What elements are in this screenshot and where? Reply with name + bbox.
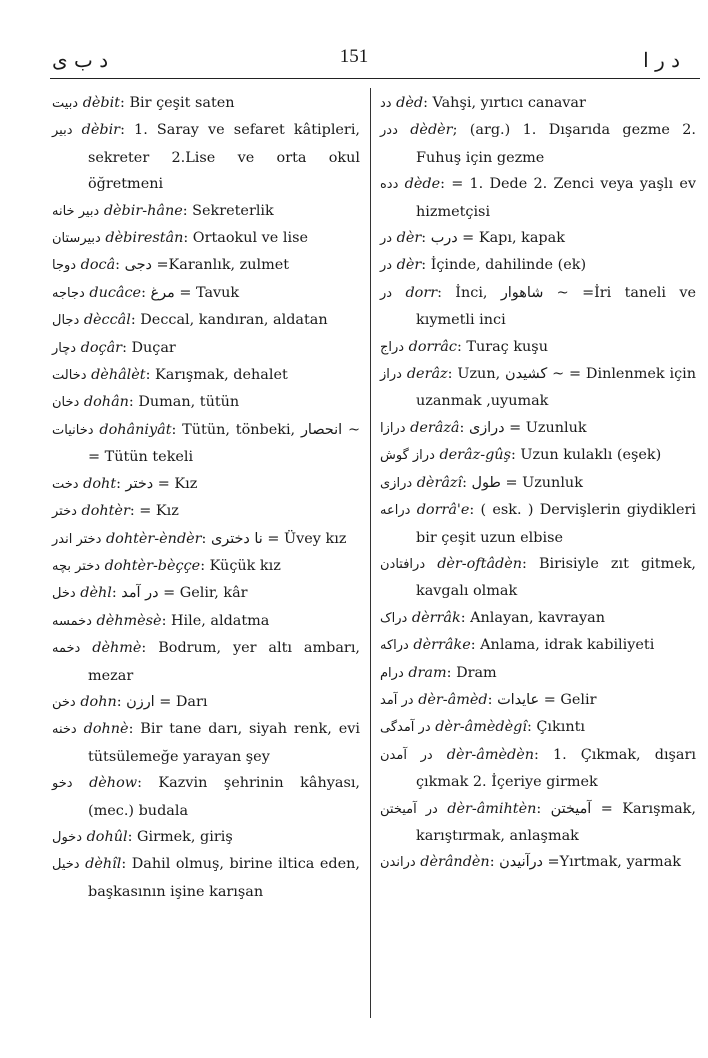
dictionary-entry [52, 526, 360, 553]
entry-headword: dorrâc [408, 338, 457, 355]
header-right-letters: د ر ا [643, 48, 680, 72]
dictionary-entry [52, 225, 360, 252]
entry-headword: doçâr [80, 339, 123, 356]
entry-arabic: دختر [52, 504, 77, 520]
entry-definition: : İçinde, dahilinde (ek) [421, 257, 587, 274]
dictionary-entry [52, 280, 360, 307]
entry-arabic: در [380, 231, 393, 247]
dictionary-entry [52, 608, 360, 635]
entry-arabic: دراک [380, 610, 408, 626]
dictionary-entry [380, 497, 696, 551]
header-rule [50, 78, 700, 79]
dictionary-entry [380, 551, 696, 605]
dictionary-entry [380, 660, 696, 687]
entry-headword: dèhmèsè [96, 612, 162, 629]
entry-headword: ducâce [89, 284, 142, 301]
entry-headword: dèr-âmihtèn [447, 800, 537, 817]
entry-arabic: دراعه [380, 503, 411, 519]
entry-arabic: دخالت [52, 368, 87, 384]
entry-definition: : ( esk. ) Dervişlerin giydikleri bir çeşit uzun elbise [416, 502, 696, 546]
entry-definition: : Dram [446, 664, 497, 681]
dictionary-entry [52, 498, 360, 525]
entry-arabic: دراندن [380, 855, 416, 871]
entry-arabic: دخول [52, 829, 82, 845]
entry-definition: : 1. Saray ve sefaret kâtipleri, sekreter 2.Lise ve orta okul öğretmeni [88, 122, 360, 193]
entry-headword: dèrândèn [420, 854, 490, 871]
entry-headword: dèr-âmèdèn [446, 746, 534, 763]
dictionary-entry [380, 849, 696, 876]
column-divider [370, 88, 371, 1018]
entry-headword: dèbirestân [105, 230, 184, 247]
dictionary-entry [52, 417, 360, 471]
entry-headword: dohâniyât [99, 421, 172, 438]
entry-arabic: دد [380, 96, 392, 111]
entry-definition: : Vahşi, yırtıcı canavar [423, 95, 586, 111]
entry-definition: : Anlayan, kavrayan [460, 609, 605, 626]
entry-headword: dèhâlèt [91, 367, 146, 384]
entry-arabic: دخن [52, 694, 76, 710]
entry-arabic: در [380, 258, 393, 274]
dictionary-entry [52, 307, 360, 334]
dictionary-entry [52, 770, 360, 824]
dictionary-entry [52, 824, 360, 851]
dictionary-entry [380, 90, 696, 117]
dictionary-entry [380, 796, 696, 850]
entry-arabic: دبیت [52, 96, 79, 111]
entry-definition: : آمیختن = Karışmak, karıştırmak, anlaşmak [416, 800, 696, 844]
entry-arabic: دچار [52, 340, 77, 356]
dictionary-entry [52, 117, 360, 197]
page-number: 151 [339, 46, 369, 67]
entry-headword: dèbit [82, 95, 121, 111]
entry-headword: dèhl [80, 585, 112, 602]
entry-definition: : Duman, tütün [128, 394, 240, 411]
entry-arabic: دخل [52, 586, 76, 602]
entry-headword: dohtèr-èndèr [105, 530, 202, 547]
entry-headword: dèhîl [85, 856, 122, 873]
entry-arabic: دختر اندر [52, 531, 102, 547]
entry-definition: : Dahil olmuş, birine iltica eden, başkasının işine karışan [88, 856, 360, 900]
dictionary-entry [380, 225, 696, 252]
entry-headword: dohûl [86, 828, 128, 845]
entry-headword: dèdèr [410, 122, 453, 139]
entry-definition: : Sekreterlik [182, 202, 274, 219]
entry-arabic: دجاجه [52, 285, 85, 301]
entry-arabic: دراز [380, 367, 402, 383]
entry-definition: : Bodrum, yer altı ambarı, mezar [88, 640, 360, 684]
entry-headword: derâz-gûş [439, 447, 511, 464]
entry-definition: : Turaç kuşu [456, 338, 548, 355]
entry-definition: : Kazvin şehrinin kâhyası, (mec.) budala [88, 775, 361, 819]
dictionary-entry [380, 470, 696, 497]
entry-headword: docâ [80, 257, 116, 274]
entry-headword: dèrrâke [413, 637, 471, 654]
entry-definition: : 1. Çıkmak, dışarı çıkmak 2. İçeriye girmek [416, 746, 696, 791]
dictionary-entry [52, 471, 360, 498]
dictionary-entry [52, 689, 360, 716]
entry-arabic: دخمسه [52, 613, 92, 629]
entry-definition: : = Kız [129, 503, 179, 520]
dictionary-entry [380, 442, 696, 469]
entry-arabic: دخو [52, 776, 73, 792]
entry-headword: dède [404, 176, 441, 193]
entry-definition: : درب = Kapı, kapak [421, 230, 565, 247]
entry-arabic: دخنه [52, 722, 77, 738]
dictionary-entry [52, 580, 360, 607]
entry-headword: dèr-oftâdèn [437, 555, 523, 572]
entry-definition: : عایدات = Gelir [487, 691, 597, 708]
entry-arabic: دبیر [52, 123, 73, 139]
entry-definition: : Tütün, tönbeki, انحصار ~ = Tütün tekeli [88, 421, 360, 466]
entry-headword: dèd [396, 95, 424, 111]
entry-arabic: دخانیات [52, 422, 94, 438]
left-column [52, 90, 360, 905]
entry-arabic: درازی [380, 475, 413, 491]
entry-definition: : Bir tane darı, siyah renk, evi tütsülemeğe yarayan şey [88, 721, 360, 765]
entry-definition: : Deccal, kandıran, aldatan [130, 312, 328, 329]
entry-definition: : Duçar [122, 339, 176, 356]
entry-arabic: در آمدن [380, 747, 433, 763]
entry-arabic: دخان [52, 395, 80, 411]
dictionary-entry [52, 716, 360, 770]
entry-headword: dohnè [83, 721, 129, 738]
entry-arabic: دخت [52, 476, 79, 492]
entry-headword: dèr-âmèd [418, 691, 488, 708]
entry-headword: dèr [396, 230, 422, 247]
dictionary-entry [52, 252, 360, 279]
entry-definition: : دجی =Karanlık, zulmet [115, 257, 290, 274]
entry-definition: : Çıkıntı [526, 719, 585, 736]
entry-arabic: دراج [380, 339, 405, 355]
dictionary-entry [380, 714, 696, 741]
entry-definition: : Karışmak, dehalet [145, 367, 288, 384]
entry-definition: ; (arg.) 1. Dışarıda gezme 2. Fuhuş için gezme [416, 122, 696, 166]
dictionary-entry [380, 415, 696, 442]
dictionary-entry [52, 198, 360, 225]
entry-arabic: دراز گوش [380, 448, 435, 464]
entry-arabic: دجال [52, 313, 80, 329]
dictionary-entry [380, 742, 696, 796]
dictionary-entry [52, 362, 360, 389]
entry-arabic: دخیل [52, 857, 80, 873]
header-left-letters: د ب ی [52, 48, 109, 72]
entry-headword: dèrrâk [411, 609, 461, 626]
entry-headword: dèr [396, 257, 422, 274]
entry-definition: : در آمد = Gelir, kâr [111, 585, 248, 602]
dictionary-entry [380, 117, 696, 171]
entry-definition: : ارزن = Darı [116, 693, 208, 710]
entry-definition: : Uzun, کشیدن ~ = Dinlenmek için uzanmak ,uyumak [416, 366, 697, 410]
dictionary-entry [380, 687, 696, 714]
entry-headword: dèbir-hâne [103, 202, 183, 219]
dictionary-entry [380, 605, 696, 632]
entry-headword: dèccâl [83, 312, 131, 329]
entry-arabic: دختر بچه [52, 558, 101, 574]
entry-arabic: دده [380, 177, 399, 193]
entry-arabic: در آمیختن [380, 801, 438, 817]
dictionary-entry [52, 851, 360, 905]
dictionary-entry [52, 90, 360, 117]
dictionary-entry [52, 335, 360, 362]
dictionary-entry [380, 334, 696, 361]
entry-definition: : Ortaokul ve lise [183, 230, 308, 247]
entry-definition: : مرغ = Tavuk [141, 284, 240, 301]
entry-definition: : طول = Uzunluk [462, 474, 583, 491]
entry-headword: dohn [80, 693, 117, 710]
entry-definition: : Hile, aldatma [161, 612, 270, 629]
entry-arabic: درام [380, 665, 404, 681]
dictionary-entry [380, 361, 696, 415]
entry-arabic: دبیرستان [52, 231, 101, 247]
entry-arabic: درازا [380, 420, 406, 436]
entry-headword: dèr-âmèdègî [435, 719, 527, 736]
dictionary-entry [380, 280, 696, 334]
dictionary-entry [52, 635, 360, 689]
entry-definition: : Küçük kız [200, 557, 281, 574]
page-header [0, 44, 708, 74]
entry-definition: : Bir çeşit saten [120, 95, 235, 111]
entry-arabic: در آمد [380, 692, 414, 708]
entry-arabic: ددر [380, 123, 398, 139]
entry-definition: : Anlama, idrak kabiliyeti [470, 637, 655, 654]
dictionary-entry [380, 632, 696, 659]
entry-arabic: در آمدگی [380, 720, 431, 736]
entry-arabic: دخمه [52, 641, 81, 657]
entry-definition: : دختر = Kız [116, 475, 198, 492]
entry-headword: dohtèr [81, 503, 130, 520]
entry-headword: dèrâzî [416, 474, 463, 491]
dictionary-entry [380, 252, 696, 279]
right-column [380, 90, 696, 877]
entry-headword: dèbir [81, 122, 121, 139]
entry-definition: : نا دختری = Üvey kız [201, 530, 347, 547]
entry-arabic: دراکه [380, 638, 409, 654]
entry-arabic: دوجا [52, 258, 77, 274]
entry-headword: dohân [83, 394, 129, 411]
entry-headword: dorr [405, 284, 438, 301]
entry-definition: : Birisiyle zıt gitmek, kavgalı olmak [416, 555, 696, 600]
dictionary-entry [52, 553, 360, 580]
entry-headword: dèhmè [92, 640, 142, 657]
dictionary-entry [380, 171, 696, 225]
entry-arabic: در [380, 285, 393, 301]
entry-headword: dram [408, 664, 447, 681]
entry-arabic: درافتادن [380, 556, 426, 572]
entry-headword: dohtèr-bèççe [104, 557, 201, 574]
entry-headword: dèhow [89, 775, 138, 792]
dictionary-entry [52, 389, 360, 416]
entry-headword: dorrâ'e [416, 502, 470, 519]
entry-definition: : İnci, شاهوار ~ =İri taneli ve kıymetli inci [416, 284, 697, 329]
entry-headword: derâzâ [410, 419, 460, 436]
entry-headword: derâz [406, 366, 448, 383]
entry-arabic: دبیر خانه [52, 203, 100, 219]
entry-definition: : درازی = Uzunluk [459, 419, 587, 436]
entry-definition: : = 1. Dede 2. Zenci veya yaşlı ev hizmetçisi [416, 176, 696, 220]
entry-definition: : درآنیدن =Yırtmak, yarmak [489, 854, 681, 871]
entry-headword: doht [83, 475, 117, 492]
entry-definition: : Uzun kulaklı (eşek) [510, 447, 662, 464]
entry-definition: : Girmek, giriş [127, 828, 233, 845]
